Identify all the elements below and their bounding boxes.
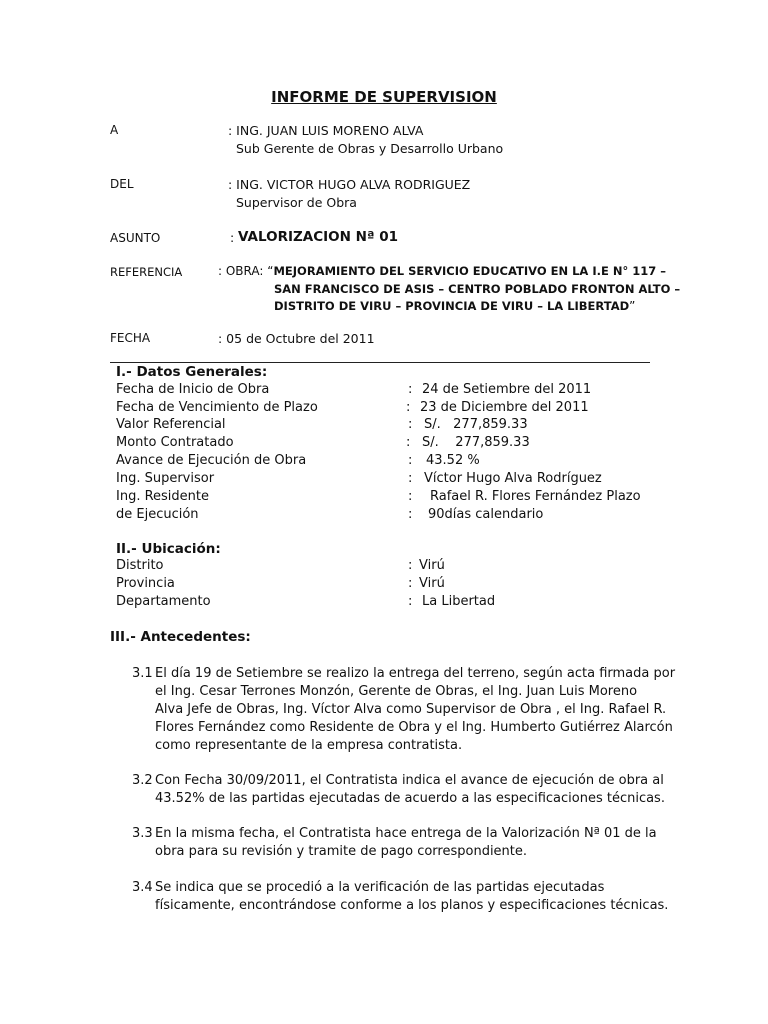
general-row-label: Monto Contratado — [116, 435, 234, 450]
item-line: como representante de la empresa contratista. — [155, 738, 463, 753]
location-row-colon: : — [408, 576, 413, 591]
location-row-value: La Libertad — [422, 594, 496, 609]
to-name: : ING. JUAN LUIS MORENO ALVA — [228, 123, 424, 138]
location-row-label: Departamento — [116, 594, 211, 609]
item-line: El día 19 de Setiembre se realizo la entrega del terreno, según acta firmada por — [155, 666, 676, 681]
location-row-colon: : — [408, 594, 413, 609]
to-label: A — [110, 123, 119, 137]
general-row-label: Fecha de Vencimiento de Plazo — [116, 400, 318, 415]
item-line: Flores Fernández como Residente de Obra y el Ing. Humberto Gutiérrez Alarcón — [155, 720, 673, 735]
general-row-colon: : — [408, 453, 413, 468]
reference-line-3-wrap: DISTRITO DE VIRU – PROVINCIA DE VIRU – LA LIBERTAD” — [274, 299, 636, 313]
from-position: Supervisor de Obra — [236, 195, 357, 210]
reference-line-1: MEJORAMIENTO DEL SERVICIO EDUCATIVO EN LA I.E N° 117 – — [273, 264, 666, 278]
general-row-label: de Ejecución — [116, 507, 199, 522]
general-row-value: Rafael R. Flores Fernández Plazo — [430, 489, 641, 504]
general-row-value: 24 de Setiembre del 2011 — [422, 382, 592, 397]
item-line: Alva Jefe de Obras, Ing. Víctor Alva como Supervisor de Obra , el Ing. Rafael R. — [155, 702, 667, 717]
location-row-value: Virú — [419, 576, 445, 591]
to-position: Sub Gerente de Obras y Desarrollo Urbano — [236, 141, 504, 156]
location-row-label: Distrito — [116, 558, 164, 573]
reference-line-3: DISTRITO DE VIRU – PROVINCIA DE VIRU – LA LIBERTAD — [274, 299, 630, 313]
general-row-value: 23 de Diciembre del 2011 — [420, 400, 589, 415]
from-label: DEL — [110, 177, 134, 191]
item-number: 3.3 — [132, 826, 153, 841]
general-row-colon: : — [408, 382, 413, 397]
date-value: : 05 de Octubre del 2011 — [218, 331, 375, 346]
location-row-colon: : — [408, 558, 413, 573]
item-line: En la misma fecha, el Contratista hace entrega de la Valorización Nª 01 de la — [155, 826, 657, 841]
reference-line-2: SAN FRANCISCO DE ASIS – CENTRO POBLADO FRONTON ALTO – — [274, 282, 681, 296]
general-row-label: Avance de Ejecución de Obra — [116, 453, 307, 468]
general-row-label: Ing. Residente — [116, 489, 210, 504]
subject-colon: : — [230, 230, 235, 245]
general-row-value: 43.52 % — [426, 453, 480, 468]
general-row-label: Fecha de Inicio de Obra — [116, 382, 270, 397]
general-row-label: Ing. Supervisor — [116, 471, 215, 486]
item-line: 43.52% de las partidas ejecutadas de acuerdo a las especificaciones técnicas. — [155, 791, 665, 806]
general-row-colon: : — [406, 400, 411, 415]
general-row-colon: : — [408, 471, 413, 486]
location-row-label: Provincia — [116, 576, 175, 591]
general-row-value: S/. 277,859.33 — [422, 435, 530, 450]
subject-label: ASUNTO — [110, 231, 161, 245]
section-location-heading: II.- Ubicación: — [116, 541, 221, 557]
item-line: el Ing. Cesar Terrones Monzón, Gerente de Obras, el Ing. Juan Luis Moreno — [155, 684, 638, 699]
subject-value: VALORIZACION Nª 01 — [238, 229, 399, 245]
item-number: 3.1 — [132, 666, 153, 681]
reference-prefix: : OBRA: “MEJORAMIENTO DEL SERVICIO EDUCATIVO EN LA I.E N° 117 – — [218, 264, 666, 278]
item-line: obra para su revisión y tramite de pago correspondiente. — [155, 844, 528, 859]
general-row-colon: : — [406, 435, 411, 450]
from-name: : ING. VICTOR HUGO ALVA RODRIGUEZ — [228, 177, 471, 192]
location-row-value: Virú — [419, 558, 445, 573]
section-general-data-heading: I.- Datos Generales: — [116, 364, 268, 380]
date-label: FECHA — [110, 331, 151, 345]
general-row-colon: : — [408, 507, 413, 522]
item-number: 3.4 — [132, 880, 153, 895]
document-title: INFORME DE SUPERVISION — [271, 88, 497, 106]
header-divider — [110, 362, 650, 363]
general-row-value: 90días calendario — [428, 507, 544, 522]
section-background-heading: III.- Antecedentes: — [110, 629, 251, 645]
general-row-colon: : — [408, 489, 413, 504]
reference-label: REFERENCIA — [110, 265, 183, 279]
item-line: Se indica que se procedió a la verificación de las partidas ejecutadas — [155, 880, 605, 895]
general-row-value: Víctor Hugo Alva Rodríguez — [424, 471, 602, 486]
general-row-value: S/. 277,859.33 — [424, 417, 528, 432]
item-number: 3.2 — [132, 773, 153, 788]
item-line: Con Fecha 30/09/2011, el Contratista indica el avance de ejecución de obra al — [155, 773, 664, 788]
item-line: físicamente, encontrándose conforme a los planos y especificaciones técnicas. — [155, 898, 669, 913]
general-row-colon: : — [408, 417, 413, 432]
general-row-label: Valor Referencial — [116, 417, 226, 432]
